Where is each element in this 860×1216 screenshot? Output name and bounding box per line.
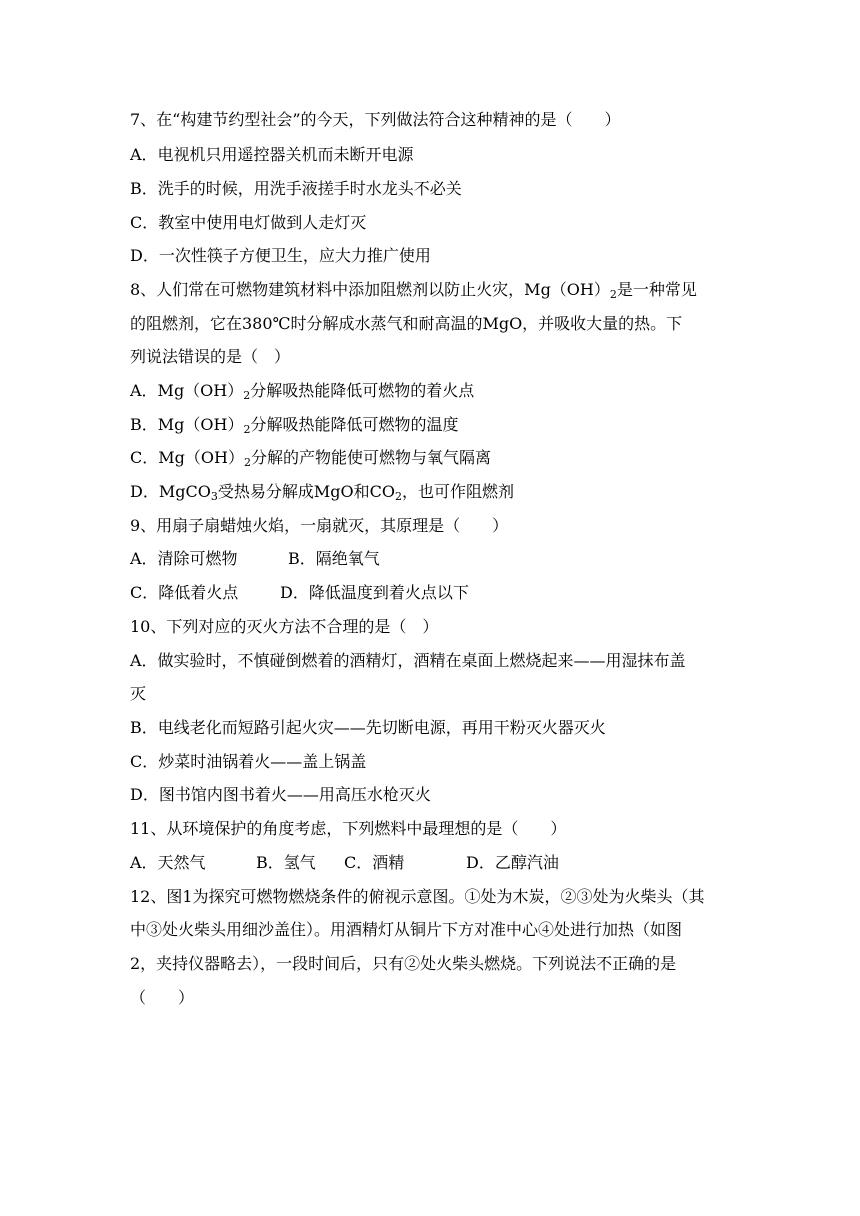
q12-stem-line-3: 2，夹持仪器略去），一段时间后，只有②处火柴头燃烧。下列说法不正确的是 bbox=[130, 954, 677, 973]
q12-stem-line-1: 12、图1为探究可燃物燃烧条件的俯视示意图。①处为木炭，②③处为火柴头（其 bbox=[130, 887, 705, 906]
q7-option-d: D．一次性筷子方便卫生，应大力推广使用 bbox=[130, 246, 431, 265]
q11-option-c: C．酒精 bbox=[344, 853, 405, 872]
q8-stem-line-2: 的阻燃剂，它在380℃时分解成水蒸气和耐高温的MgO，并吸收大量的热。下 bbox=[130, 314, 683, 333]
q8-option-b: B．$Mg(OH)_2$分解吸热能降低可燃物的温度 bbox=[130, 415, 459, 436]
q12-stem-line-4: （ ） bbox=[130, 988, 195, 1007]
q7-option-c: C．教室中使用电灯做到人走灯灭 bbox=[130, 213, 367, 232]
q10-option-c: C．炒菜时油锅着火——盖上锅盖 bbox=[130, 752, 367, 771]
q12-stem-line-2: 中③处火柴头用细沙盖住）。用酒精灯从铜片下方对准中心④处进行加热（如图 bbox=[130, 920, 683, 939]
q11-option-b: B．氢气 bbox=[256, 853, 316, 872]
q10-option-a-line-2: 灭 bbox=[130, 684, 147, 703]
q10-option-a-line-1: A．做实验时，不慎碰倒燃着的酒精灯，酒精在桌面上燃烧起来——用湿抹布盖 bbox=[130, 651, 686, 670]
q8-option-a: A．$Mg(OH)_2$分解吸热能降低可燃物的着火点 bbox=[130, 381, 475, 402]
q7-stem: 7、在“构建节约型社会”的今天，下列做法符合这种精神的是（ ） bbox=[130, 110, 621, 129]
q9-option-a: A．清除可燃物 bbox=[130, 549, 238, 568]
q8-stem-line-3: 列说法错误的是（ ） bbox=[130, 347, 291, 366]
q9-option-d: D．降低温度到着火点以下 bbox=[280, 583, 469, 602]
q10-option-d: D．图书馆内图书着火——用高压水枪灭火 bbox=[130, 785, 431, 804]
q9-option-b: B．隔绝氧气 bbox=[288, 549, 380, 568]
q8-stem-line-1: 8、人们常在可燃物建筑材料中添加阻燃剂以防止火灾，$Mg(OH)_2$是一种常见 bbox=[130, 280, 697, 301]
q11-option-a: A．天然气 bbox=[130, 853, 206, 872]
q9-option-c: C．降低着火点 bbox=[130, 583, 239, 602]
q8-option-c: C．$Mg(OH)_2$分解的产物能使可燃物与氧气隔离 bbox=[130, 448, 491, 469]
q11-option-d: D．乙醇汽油 bbox=[466, 853, 559, 872]
q9-options-row-1 bbox=[130, 549, 735, 569]
q10-option-b: B．电线老化而短路引起火灾——先切断电源，再用干粉灭火器灭火 bbox=[130, 718, 606, 737]
q10-stem: 10、下列对应的灭火方法不合理的是（ ） bbox=[130, 617, 439, 636]
q9-options-row-2 bbox=[130, 583, 735, 603]
q7-option-b: B．洗手的时候，用洗手液搓手时水龙头不必关 bbox=[130, 179, 462, 198]
q7-option-a: A．电视机只用遥控器关机而未断开电源 bbox=[130, 145, 414, 164]
q11-options-row bbox=[130, 853, 735, 873]
q8-option-d: D．MgCO$_3$受热易分解成MgO和$CO_2$，也可作阻燃剂 bbox=[130, 482, 514, 503]
q11-stem: 11、从环境保护的角度考虑，下列燃料中最理想的是（ ） bbox=[130, 819, 567, 838]
q9-stem: 9、用扇子扇蜡烛火焰，一扇就灭，其原理是（ ） bbox=[130, 516, 509, 535]
